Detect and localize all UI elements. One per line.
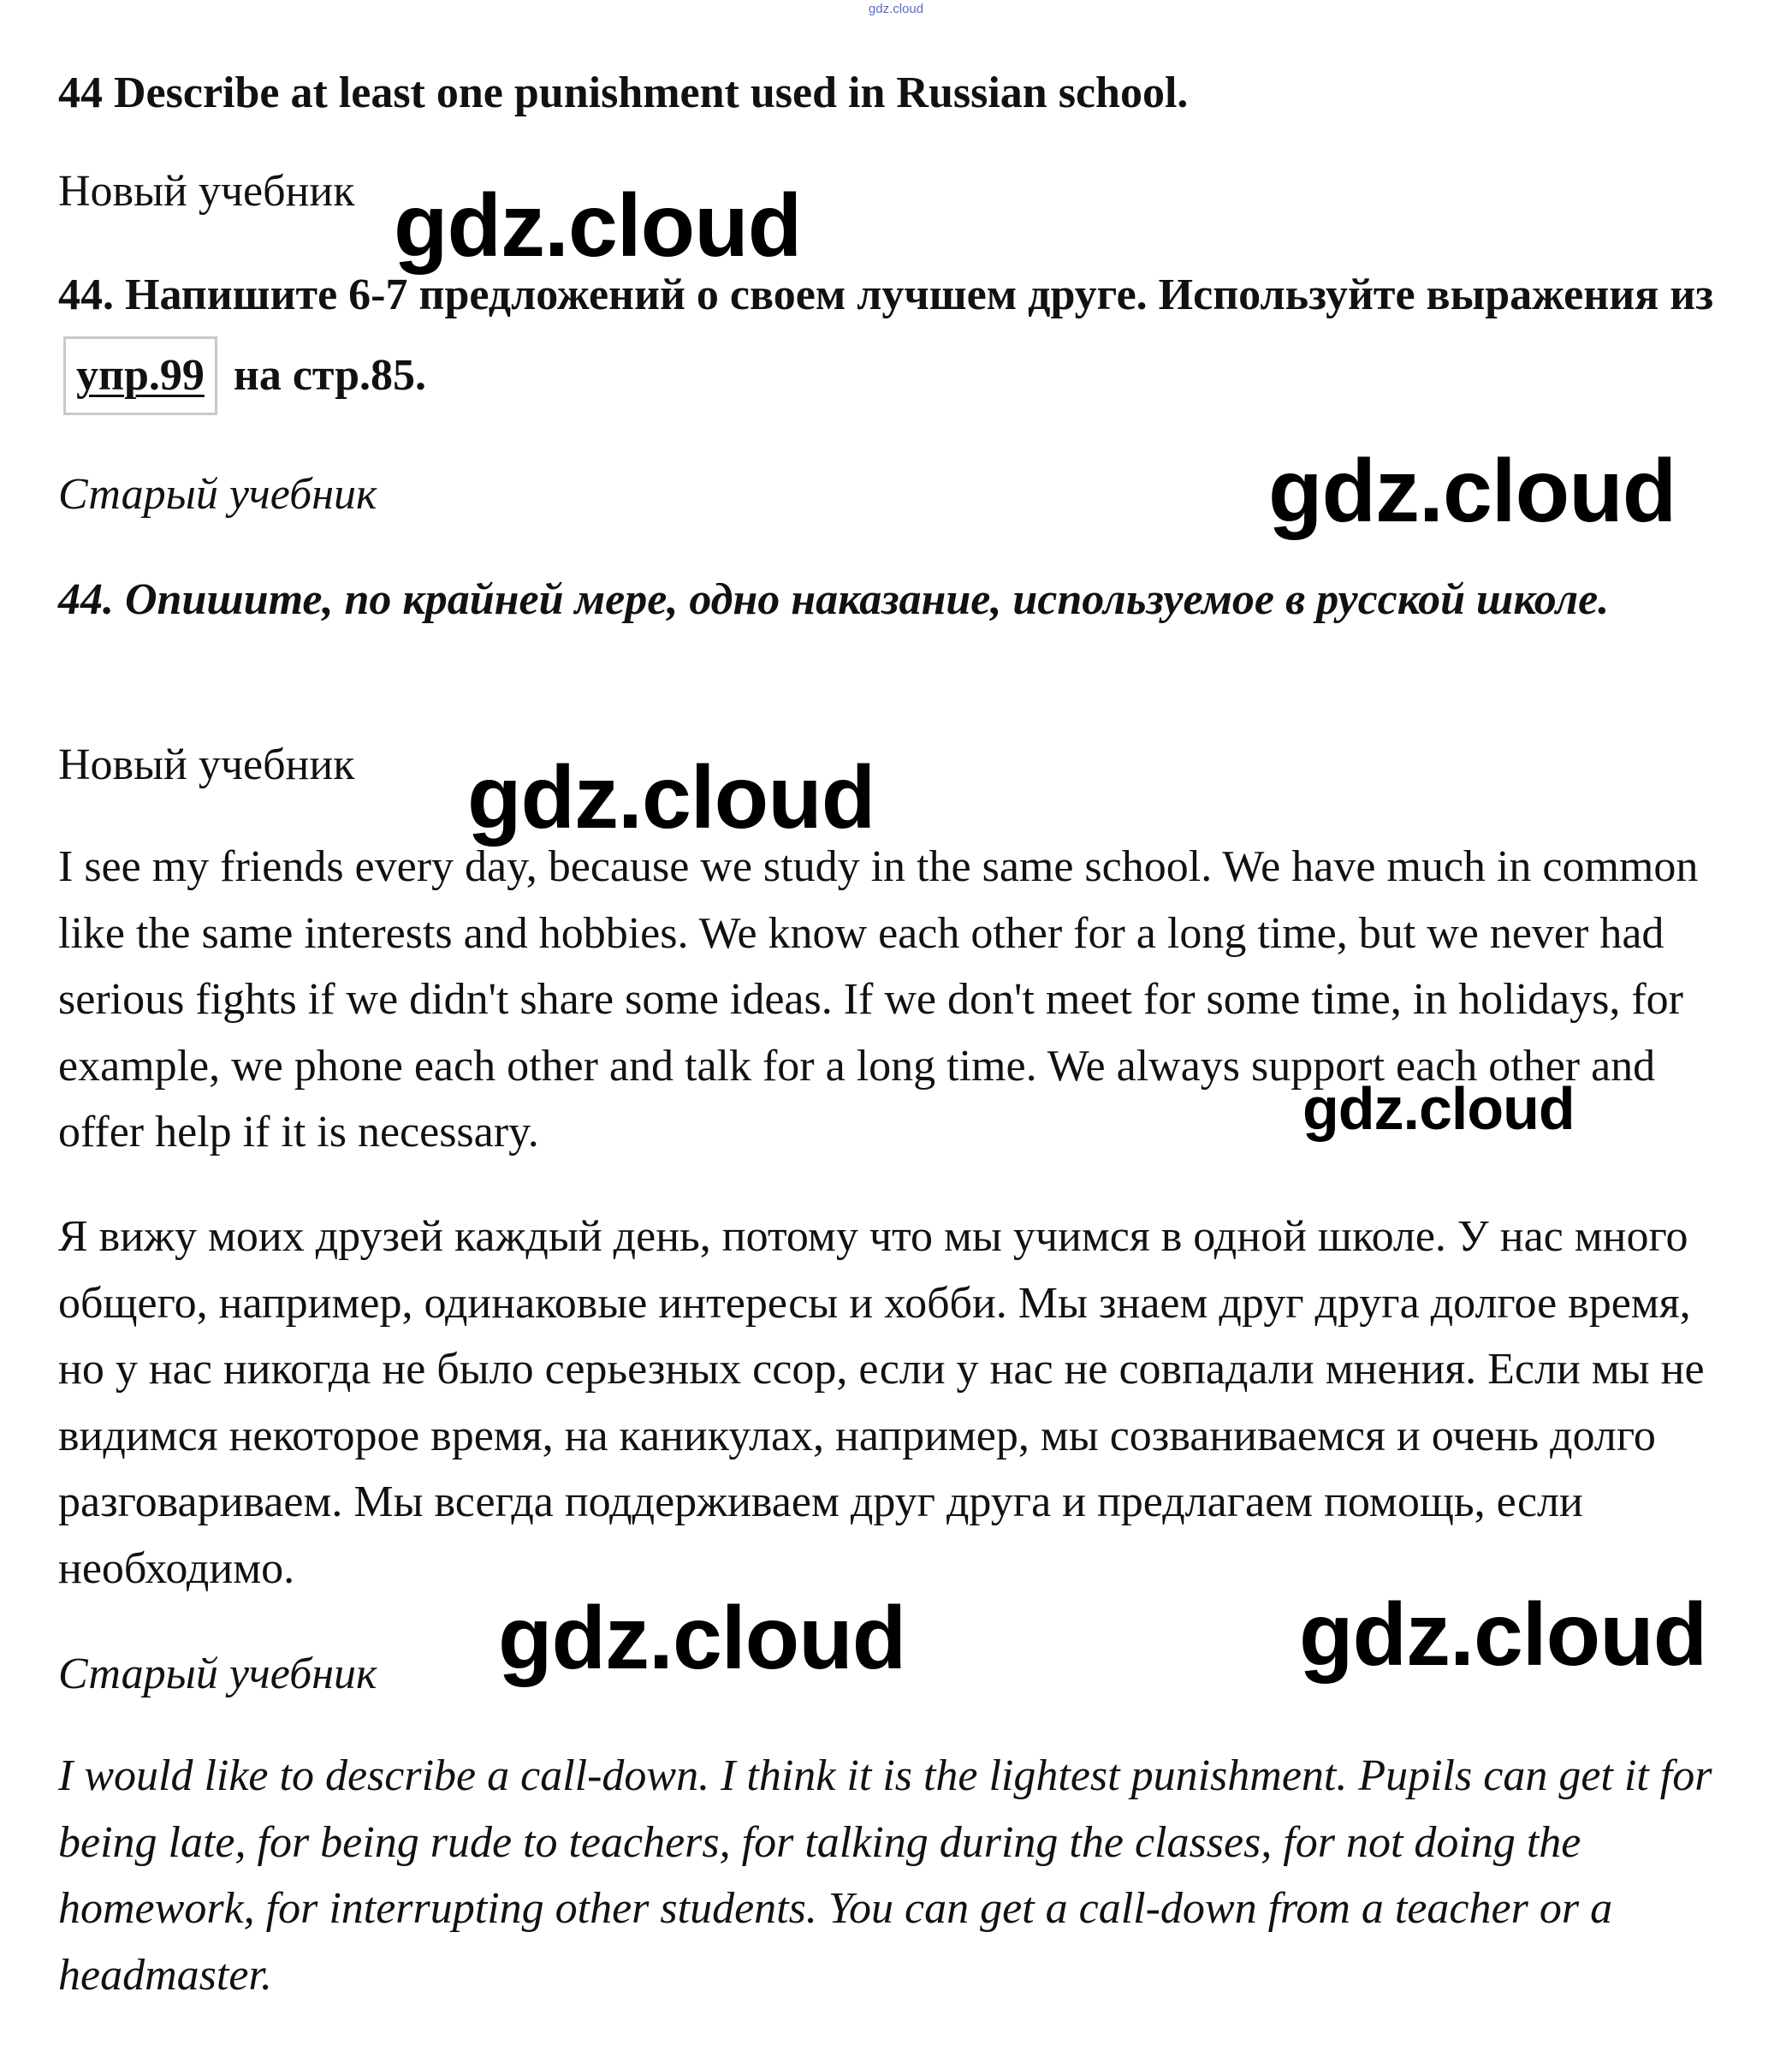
watermark: gdz.cloud <box>1299 1585 1707 1685</box>
watermark: gdz.cloud <box>467 748 875 847</box>
answer-russian: Я вижу моих друзей каждый день, потому что мы учимся в одной школе. У нас много общего, например, одинаковые интересы и хобби. Мы знаем друг друга долгое время, но у нас никогда не было серьезных ссор, если у нас не совпадали мнения. Если мы не видимся некоторое время, на каникулах, например, мы созваниваемся и очень долго разговариваем. Мы всегда поддерживаем друг друга и предлагаем помощь, если необходимо. <box>58 1212 1705 1593</box>
watermark: gdz.cloud <box>498 1589 906 1688</box>
exercise-heading-ru-italic: 44. Опишите, по крайней мере, одно наказание, используемое в русской школе. <box>58 575 1610 624</box>
answer-old-textbook: I would like to describe a call-down. I think it is the lightest punishment. Pupils can get it for being late, for being rude to teachers, for talking during the classes, for not doing the homework, for interrupting other students. You can get a call-down from a teacher or a headmaster. <box>58 1751 1712 2000</box>
answer-english: I see my friends every day, because we study in the same school. We have much in common like the same interests and hobbies. We know each other for a long time, but we never had serious fights if we didn't share some ideas. If we don't meet for some time, in holidays, for example, we phone each other and talk for a long time. We always support each other and offer help if it is necessary. <box>58 842 1699 1156</box>
exercise-heading-ru <box>58 255 1736 416</box>
old-textbook-label-2: Старый учебник <box>58 1650 377 1698</box>
exercise-link-box[interactable] <box>63 336 217 415</box>
watermark: gdz.cloud <box>1268 442 1676 541</box>
new-textbook-label: Новый учебник <box>58 167 355 216</box>
top-watermark: gdz.cloud <box>868 2 924 16</box>
old-textbook-label: Старый учебник <box>58 470 377 519</box>
exercise-link[interactable]: упр.99 <box>76 351 205 400</box>
heading-text-after-link: на стр.85. <box>233 351 427 400</box>
watermark: gdz.cloud <box>394 176 802 276</box>
heading-text-before-link: 44. Напишите 6-7 предложений о своем лучшем друге. Используйте выражения из <box>58 271 1714 319</box>
new-textbook-label-2: Новый учебник <box>58 740 355 789</box>
exercise-heading-en: 44 Describe at least one punishment used in Russian school. <box>58 68 1189 117</box>
watermark: gdz.cloud <box>1302 1075 1575 1142</box>
